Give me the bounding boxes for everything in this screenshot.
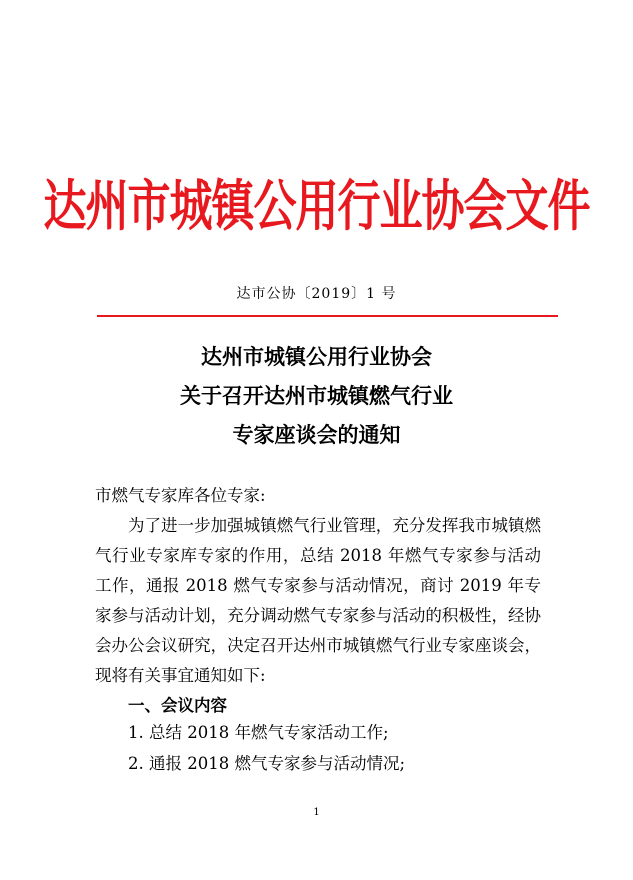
notice-title-line-1: 达州市城镇公用行业协会	[201, 345, 432, 369]
notice-title	[0, 338, 633, 455]
notice-title-line-2: 关于召开达州市城镇燃气行业	[180, 384, 453, 408]
section-heading-meeting-content: 一、会议内容	[128, 696, 227, 715]
document-header-title: 达州市城镇公用行业协会文件	[43, 175, 590, 239]
salutation: 市燃气专家库各位专家:	[95, 486, 266, 505]
notice-title-line-3: 专家座谈会的通知	[232, 423, 401, 447]
page-number: 1	[313, 807, 320, 818]
document-number: 达市公协〔2019〕1 号	[236, 286, 397, 302]
body-paragraph: 为了进一步加强城镇燃气行业管理，充分发挥我市城镇燃气行业专家库专家的作用，总结 2018 年燃气专家参与活动工作，通报 2018 燃气专家参与活动情况，商讨 2019 年专家参与活动计划，充分调动燃气专家参与活动的积极性，经协会办公会议研究，决定召开达州市城镇燃气行业专家座谈会，现将有关事宜通知如下:	[95, 516, 541, 685]
list-item: 2. 通报 2018 燃气专家参与活动情况;	[128, 754, 406, 773]
red-divider-line	[97, 315, 558, 317]
list-item: 1. 总结 2018 年燃气专家活动工作;	[128, 723, 389, 742]
